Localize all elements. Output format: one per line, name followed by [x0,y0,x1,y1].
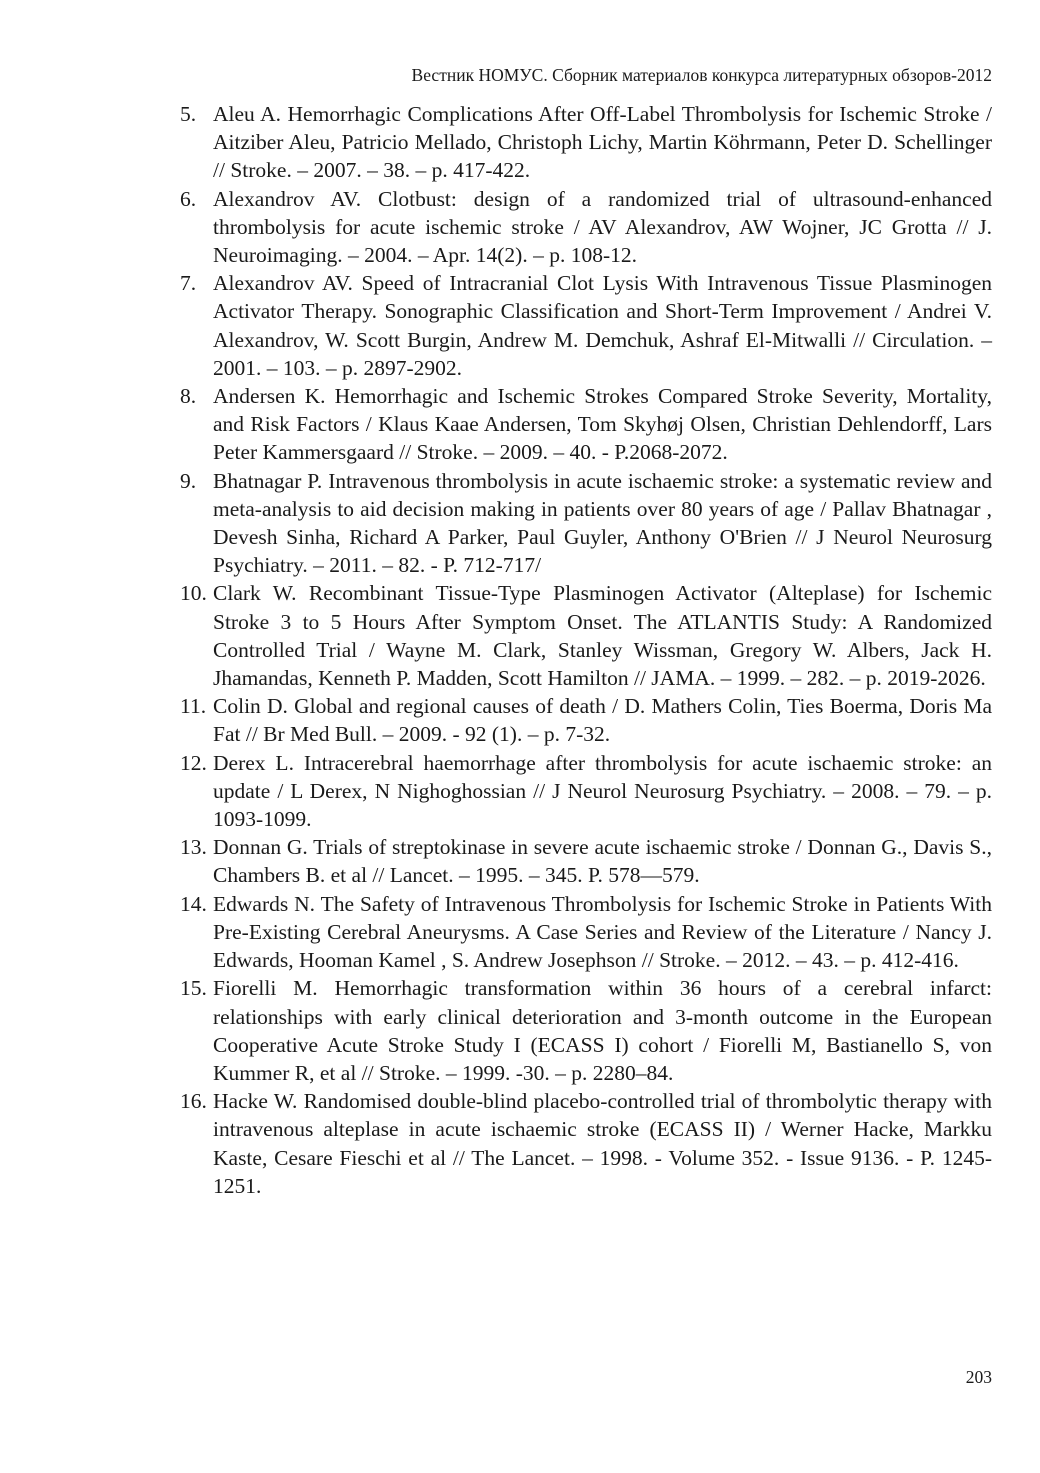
reference-text: Bhatnagar P. Intravenous thrombolysis in acute ischaemic stroke: a systematic review and meta-analysis to aid decision making in patients over 80 years of age / Pallav Bhatnagar , Devesh Sinha, Richard A Parker, Paul Guyler, Anthony O'Brien // J Neurol Neurosurg Psychiatry. – 2011. – 82. - P. 712-717/ [213,468,992,578]
reference-item [180,974,992,1087]
reference-item [180,579,992,692]
reference-item [180,100,992,185]
reference-number: 15. [180,976,207,1001]
reference-text: Alexandrov AV. Clotbust: design of a randomized trial of ultrasound-enhanced thrombolysis for acute ischemic stroke / AV Alexandrov, AW Wojner, JC Grotta // J. Neuroimaging. – 2004. – Apr. 14(2). – p. 108-12. [213,186,992,268]
reference-number: 13. [180,835,207,860]
reference-text: Edwards N. The Safety of Intravenous Thrombolysis for Ischemic Stroke in Patients With Pre-Existing Cerebral Aneurysms. A Case Series and Review of the Literature / Nancy J. Edwards, Hooman Kamel , S. Andrew Josephson // Stroke. – 2012. – 43. – p. 412-416. [213,891,992,973]
reference-item [180,1087,992,1200]
reference-text: Fiorelli M. Hemorrhagic transformation within 36 hours of a cerebral infarct: relationships with early clinical deterioration and 3-month outcome in the European Cooperative Acute Stroke Study I (ECASS I) cohort / Fiorelli M, Bastianello S, von Kummer R, et al // Stroke. – 1999. -30. – p. 2280–84. [213,976,992,1085]
page-number: 203 [965,1367,992,1387]
reference-text: Colin D. Global and regional causes of death / D. Mathers Colin, Ties Boerma, Doris Ma Fat // Br Med Bull. – 2009. - 92 (1). – p. 7-32. [213,694,992,747]
reference-item [180,269,992,382]
reference-number: 12. [180,750,207,775]
reference-item [180,749,992,834]
reference-item [180,833,992,889]
reference-item [180,185,992,270]
reference-item [180,382,992,467]
reference-list [180,100,992,1200]
reference-text: Alexandrov AV. Speed of Intracranial Clot Lysis With Intravenous Tissue Plasminogen Activator Therapy. Sonographic Classification and Short-Term Improvement / Andrei V. Alexandrov, W. Scott Burgin, Andrew M. Demchuk, Ashraf El-Mitwalli // Circulation. – 2001. – 103. – p. 2897-2902. [213,271,992,380]
reference-number: 9. [180,468,197,493]
reference-number: 16. [180,1089,207,1114]
reference-number: 10. [180,581,207,606]
reference-text: Aleu A. Hemorrhagic Complications After Off-Label Thrombolysis for Ischemic Stroke / Aitziber Aleu, Patricio Mellado, Christoph Lichy, Martin Köhrmann, Peter D. Schellinger // Stroke. – 2007. – 38. – p. 417-422. [213,102,992,183]
reference-number: 8. [180,384,197,409]
running-header: Вестник НОМУС. Сборник материалов конкурса литературных обзоров-2012 [411,65,992,85]
reference-number: 5. [180,102,197,126]
reference-item [180,692,992,748]
reference-text: Hacke W. Randomised double-blind placebo-controlled trial of thrombolytic therapy with intravenous alteplase in acute ischaemic stroke (ECASS II) / Werner Hacke, Markku Kaste, Cesare Fieschi et al // The Lancet. – 1998. - Volume 352. - Issue 9136. - P. 1245-1251. [213,1089,992,1198]
reference-text: Donnan G. Trials of streptokinase in severe acute ischaemic stroke / Donnan G., Davis S., Chambers B. et al // Lancet. – 1995. – 345. P. 578—579. [213,835,992,888]
reference-number: 14. [180,891,207,916]
reference-number: 11. [180,694,207,719]
reference-number: 7. [180,271,197,296]
reference-text: Andersen K. Hemorrhagic and Ischemic Strokes Compared Stroke Severity, Mortality, and Risk Factors / Klaus Kaae Andersen, Tom Skyhøj Olsen, Christian Dehlendorff, Lars Peter Kammersgaard // Stroke. – 2009. – 40. - P.2068-2072. [213,384,992,465]
reference-item [180,467,992,580]
reference-number: 6. [180,186,197,211]
reference-text: Clark W. Recombinant Tissue-Type Plasminogen Activator (Alteplase) for Ischemic Stroke 3 to 5 Hours After Symptom Onset. The ATLANTIS Study: A Randomized Controlled Trial / Wayne M. Clark, Stanley Wissman, Gregory W. Albers, Jack H. Jhamandas, Kenneth P. Madden, Scott Hamilton // JAMA. – 1999. – 282. – p. 2019-2026. [213,581,992,691]
reference-text: Derex L. Intracerebral haemorrhage after thrombolysis for acute ischaemic stroke: an update / L Derex, N Nighoghossian // J Neurol Neurosurg Psychiatry. – 2008. – 79. – p. 1093-1099. [213,750,992,832]
reference-item [180,890,992,975]
